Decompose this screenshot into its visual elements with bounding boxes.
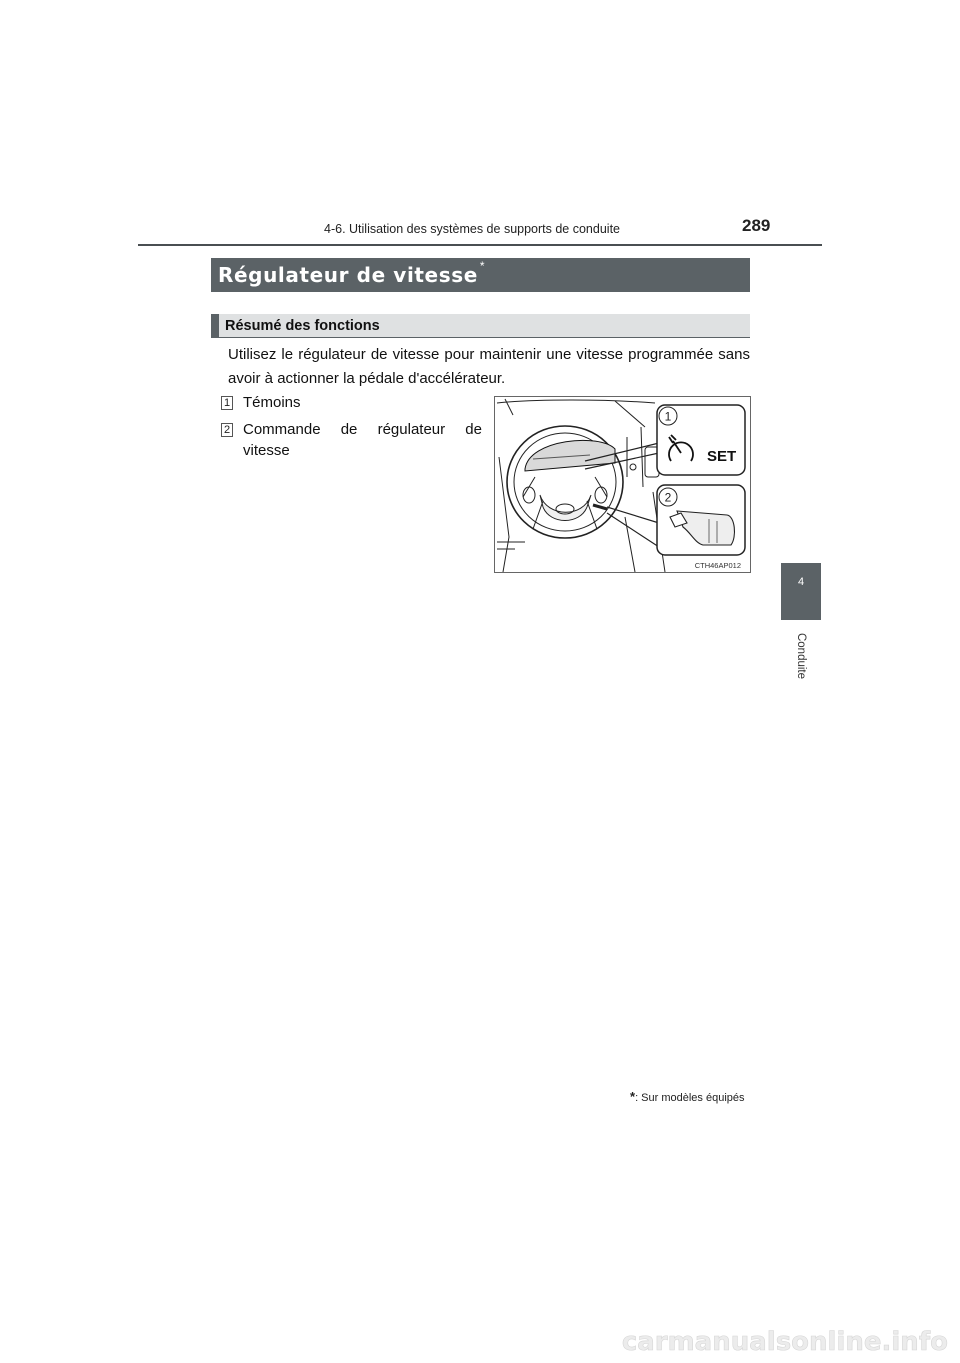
footnote-symbol: * <box>630 1089 636 1104</box>
footnote-text: : Sur modèles équipés <box>635 1092 745 1104</box>
item-text-2: Commande de régulateur de vitesse <box>243 421 482 459</box>
watermark-text: carmanualsonline.info <box>621 1327 948 1357</box>
chapter-tab <box>781 563 821 620</box>
title-bar <box>211 258 750 292</box>
intro-paragraph: Utilisez le régulateur de vitesse pour maintenir une vitesse programmée sans avoir à actionner la pédale d'accélérateur. <box>228 346 750 387</box>
watermark <box>0 1322 960 1358</box>
callout-2-number: 2 <box>664 490 672 505</box>
item-number-2: 2 <box>221 423 233 437</box>
title-asterisk: * <box>479 259 485 273</box>
callout-1-number: 1 <box>664 409 672 424</box>
page-number: 289 <box>742 216 771 235</box>
section-title: 4-6. Utilisation des systèmes de supports de conduite <box>324 222 620 236</box>
footnote <box>630 1089 745 1104</box>
cruise-control-illustration <box>494 396 751 573</box>
image-code: CTH46AP012 <box>694 561 741 570</box>
header-divider <box>138 244 822 246</box>
chapter-number: 4 <box>797 576 805 588</box>
page-title: Régulateur de vitesse <box>218 263 478 287</box>
subheading-bar <box>211 314 750 338</box>
item-number-1: 1 <box>221 396 233 410</box>
subheading: Résumé des fonctions <box>225 317 380 334</box>
chapter-label: Conduite <box>795 632 807 680</box>
item-text-1: Témoins <box>243 394 301 411</box>
set-indicator-label: SET <box>707 448 737 465</box>
dashboard-drawing <box>495 397 750 572</box>
